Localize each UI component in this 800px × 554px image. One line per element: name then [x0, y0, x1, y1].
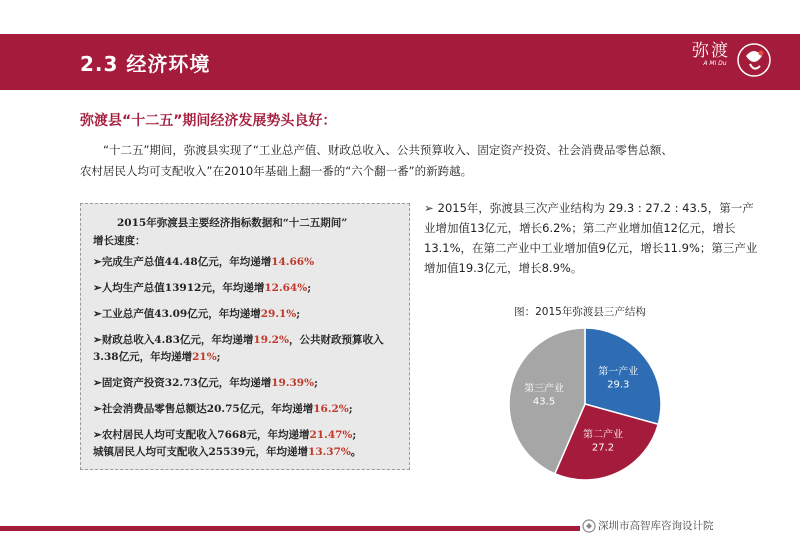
indicators-heading-line-2: 增长速度：	[93, 235, 146, 247]
indicator-text: 固定资产投资32.73亿元，年均递增	[101, 377, 272, 389]
indicator-text: 城镇居民人均可支配收入25539元，年均递增	[93, 446, 309, 458]
key-indicators-box	[80, 203, 410, 470]
indicator-item	[93, 306, 401, 323]
logo-subtext: A Mi Du	[703, 60, 727, 67]
indicator-text: ，公共财政预算收入3.38亿元，年均递增	[93, 334, 384, 363]
indicator-growth-rate: 19.39%	[271, 377, 315, 389]
indicator-text: 财政总收入4.83亿元，年均递增	[101, 334, 254, 346]
indicator-growth-rate: 21%	[192, 351, 217, 363]
page-title: 2.3 经济环境	[80, 52, 211, 76]
indicator-text: 。	[350, 446, 362, 458]
bullet-arrow-icon: ➢	[93, 308, 102, 320]
indicator-text: ;	[352, 429, 357, 441]
indicator-text: 社会消费品零售总额达20.75亿元，年均递增	[101, 403, 314, 415]
indicator-text: ;	[314, 377, 318, 389]
bullet-arrow-icon: ➢	[93, 377, 102, 389]
pie-slice-label: 第一产业 29.3	[598, 366, 639, 391]
footer-organization: 深圳市高智库咨询设计院	[598, 520, 714, 532]
indicator-text: ;	[307, 282, 312, 294]
indicator-item	[93, 401, 401, 418]
industry-structure-paragraph	[424, 198, 764, 278]
indicator-growth-rate: 14.66%	[271, 256, 315, 268]
chart-title: 图：2015年弥渡县三产结构	[514, 306, 646, 318]
indicator-item	[93, 280, 401, 297]
indicators-heading-line-1: 2015年弥渡县主要经济指标数据和“十二五期间”	[117, 217, 348, 229]
bullet-arrow-icon: ➢	[93, 334, 102, 346]
logo-emblem-icon	[736, 38, 772, 82]
industry-structure-text: 2015年，弥渡县三次产业结构为 29.3 : 27.2 : 43.5，第一产业增加值13亿元，增长6.2%；第二产业增加值12亿元，增长13.1%，在第二产业中工业增加值9亿元，增长11.9%；第三产业增加值19.3亿元，增长8.9%。	[424, 201, 758, 275]
indicator-growth-rate: 13.37%	[308, 446, 351, 458]
indicator-text: ;	[348, 403, 353, 415]
indicator-text: 工业总产值43.09亿元，年均递增	[101, 308, 261, 320]
bullet-arrow-icon: ➢	[93, 429, 102, 441]
pie-slice-label: 第二产业 27.2	[583, 429, 624, 454]
section-subtitle: 弥渡县“十二五”期间经济发展势头良好：	[80, 113, 337, 129]
bullet-arrow-icon: ➢	[93, 403, 102, 415]
footer-line	[0, 526, 580, 531]
indicator-text: 人均生产总值13912元，年均递增	[101, 282, 265, 294]
indicator-growth-rate: 16.2%	[313, 403, 349, 415]
indicator-growth-rate: 12.64%	[264, 282, 308, 294]
bullet-arrow-icon: ➢	[93, 282, 102, 294]
indicator-text: ;	[216, 351, 221, 363]
indicator-text: 完成生产总值44.48亿元，年均递增	[101, 256, 272, 268]
intro-line-1: “十二五”期间，弥渡县实现了“工业总产值、财政总收入、公共预算收入、固定资产投资、社会消费品零售总额、	[103, 143, 673, 157]
indicator-growth-rate: 21.47%	[309, 429, 353, 441]
indicators-heading	[93, 214, 401, 250]
indicator-item	[93, 332, 401, 366]
pie-slice-label: 第三产业 43.5	[524, 383, 565, 408]
indicator-text: 农村居民人均可支配收入7668元，年均递增	[101, 429, 310, 441]
indicator-item	[93, 254, 401, 271]
indicator-item	[93, 444, 401, 461]
arrow-bullet-icon: ➢	[424, 201, 434, 215]
indicators-list	[93, 254, 401, 461]
indicator-growth-rate: 29.1%	[260, 308, 297, 320]
industry-pie-chart	[505, 324, 665, 484]
intro-line-2: 农村居民人均可支配收入”在2010年基础上翻一番的“六个翻一番”的新跨越。	[80, 164, 473, 178]
bullet-arrow-icon: ➢	[93, 256, 102, 268]
indicator-item	[93, 375, 401, 392]
indicator-item	[93, 427, 401, 444]
indicator-growth-rate: 19.2%	[253, 334, 289, 346]
indicator-text: ;	[296, 308, 301, 320]
intro-paragraph	[80, 140, 740, 182]
footer-logo-icon	[582, 519, 596, 533]
logo	[676, 36, 776, 88]
logo-text: 弥渡	[692, 41, 730, 61]
